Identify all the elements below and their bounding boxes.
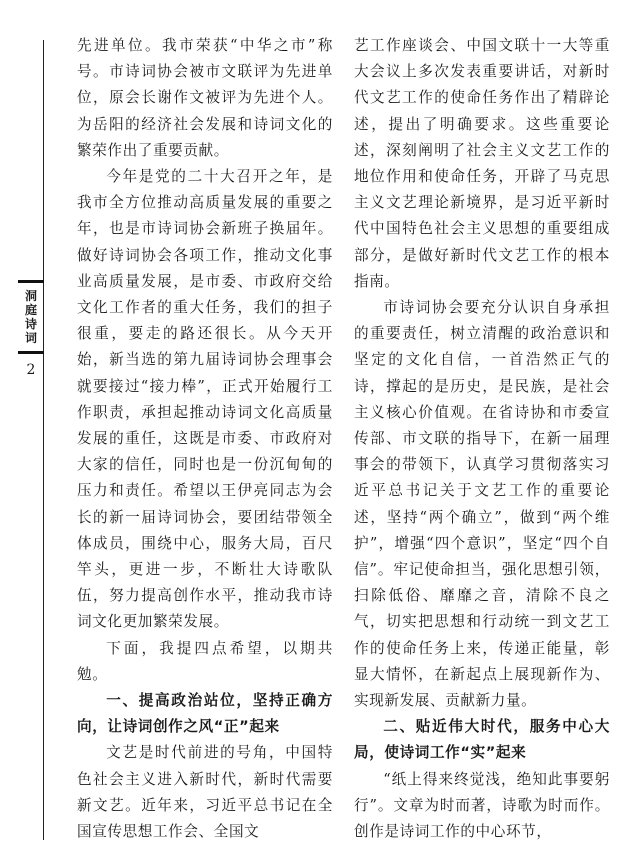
- paragraph: 文艺是时代前进的号角，中国特色社会主义进入新时代，新时代需要新文艺。近年来，习近平总书记在全国宣传思想工作会、全国文: [77, 744, 333, 841]
- paragraph: 艺工作座谈会、中国文联十一大等重大会议上多次发表重要讲话，对新时代文艺工作的使命任务作出了精辟论述，提出了明确要求。这些重要论述，深刻阐明了社会主义文艺工作的地位作用和使命任务，开辟了马克思主义文艺理论新境界，是习近平新时代中国特色社会主义思想的重要组成部分，是做好新时代文艺工作的根本指南。: [354, 37, 610, 290]
- journal-title-char: 洞: [24, 289, 37, 303]
- running-header-tab: [14, 280, 44, 378]
- paragraph: “纸上得来终觉浅，绝知此事要躬行”。文章为时而著，诗歌为时而作。创作是诗词工作的中心环节，: [354, 770, 610, 841]
- journal-title-char: 庭: [24, 303, 37, 317]
- paragraph: 下面，我提四点希望，以期共勉。: [77, 639, 333, 683]
- header-bar-bottom: [18, 351, 44, 354]
- right-column: [354, 33, 610, 845]
- paragraph: 市诗词协会要充分认识自身承担的重要责任，树立清醒的政治意识和坚定的文化自信，一首浩然正气的诗，撑起的是历史，是民族，是社会主义核心价值观。在省诗协和市委宣传部、市文联的指导下，在新一届理事会的带领下，认真学习贯彻落实习近平总书记关于文艺工作的重要论述，坚持“两个确立”，做到“两个维护”，增强“四个意识”，坚定“四个自信”。牢记使命担当，强化思想引领，扫除低俗、靡靡之音，清除不良之气，切实把思想和行动统一到文艺工作的使命任务上来，传递正能量，彰显大情怀，在新起点上展现新作为、实现新发展、贡献新力量。: [354, 299, 610, 710]
- page-number: 2: [26, 362, 36, 378]
- journal-title-char: 诗: [24, 317, 37, 331]
- margin-rule: [43, 40, 44, 840]
- left-column: [77, 33, 333, 845]
- header-bar-top: [18, 280, 44, 283]
- section-heading-2: 二、贴近伟大时代，服务中心大局，使诗词工作“实”起来: [354, 718, 610, 762]
- journal-title-char: 词: [24, 331, 37, 345]
- paragraph: 今年是党的二十大召开之年，是我市全方位推动高质量发展的重要之年，也是市诗词协会新班子换届年。做好诗词协会各项工作，推动文化事业高质量发展，是市委、市政府交给文化工作者的重大任务，我们的担子很重，要走的路还很长。从今天开始，新当选的第九届诗词协会理事会就要接过“接力棒”，正式开始履行工作职责，承担起推动诗词文化高质量发展的重任，这既是市委、市政府对大家的信任，同时也是一份沉甸甸的压力和责任。希望以王伊亮同志为会长的新一届诗词协会，要团结带领全体成员，围绕中心，服务大局，百尺竿头，更进一步，不断壮大诗歌队伍，努力提高创作水平，推动我市诗词文化更加繁荣发展。: [77, 168, 333, 631]
- paragraph: 先进单位。我市荣获“中华之市”称号。市诗词协会被市文联评为先进单位，原会长谢作文被评为先进个人。为岳阳的经济社会发展和诗词文化的繁荣作出了重要贡献。: [77, 37, 333, 159]
- journal-title-vertical: [14, 289, 44, 345]
- section-heading-1: 一、提高政治站位，坚持正确方向，让诗词创作之风“正”起来: [77, 692, 333, 736]
